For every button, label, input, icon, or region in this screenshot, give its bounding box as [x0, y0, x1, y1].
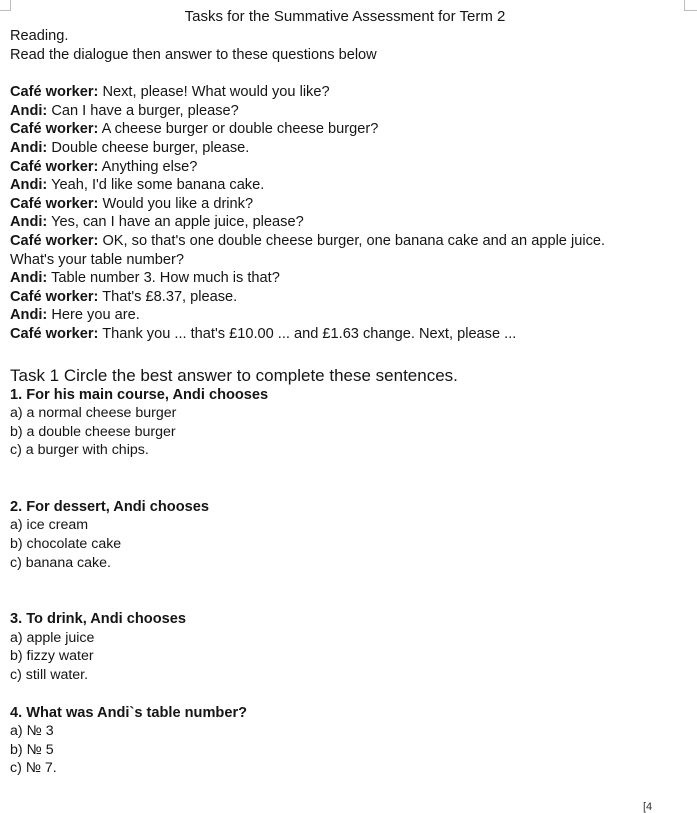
dialogue-text: Yes, can I have an apple juice, please? [47, 214, 304, 231]
answer-option: c) still water. [10, 667, 89, 684]
speaker-name: Café worker: [10, 195, 99, 212]
answer-option: c) № 7. [10, 760, 57, 777]
dialogue-line [10, 139, 690, 158]
dialogue-text: Anything else? [98, 158, 198, 175]
dialogue-text: Would you like a drink? [98, 195, 254, 212]
dialogue-line [10, 120, 690, 139]
dialogue-line [10, 158, 690, 177]
question-block [10, 386, 690, 460]
dialogue-line [10, 213, 690, 232]
question-block [10, 704, 690, 778]
dialogue-text: Can I have a burger, please? [47, 102, 239, 119]
dialogue-line [10, 195, 690, 214]
speaker-name: Café worker: [10, 84, 99, 101]
speaker-name: Café worker: [10, 232, 99, 249]
dialogue-line [10, 176, 690, 195]
dialogue-text: Yeah, I'd like some banana cake. [47, 177, 265, 194]
dialogue-line [10, 288, 690, 307]
speaker-name: Andi: [10, 307, 48, 324]
page-mark: [4 [643, 801, 653, 813]
dialogue-text: Next, please! What would you like? [98, 84, 330, 101]
speaker-name: Andi: [10, 270, 48, 287]
speaker-name: Andi: [10, 214, 48, 231]
speaker-name: Café worker: [10, 325, 99, 342]
dialogue-line [10, 269, 690, 288]
dialogue [10, 83, 690, 343]
answer-option: a) ice cream [10, 517, 89, 534]
section-label: Reading. [10, 28, 69, 44]
dialogue-line [10, 102, 690, 121]
question-text: 2. For dessert, Andi chooses [10, 498, 209, 515]
answer-option: c) a burger with chips. [10, 442, 149, 459]
dialogue-line [10, 83, 690, 102]
dialogue-text: That's £8.37, please. [98, 288, 238, 305]
dialogue-text: Thank you ... that's £10.00 ... and £1.63 change. Next, please ... [98, 325, 517, 342]
answer-option: c) banana cake. [10, 554, 111, 571]
speaker-name: Café worker: [10, 158, 99, 175]
instruction-text: Read the dialogue then answer to these questions below [10, 46, 377, 63]
answer-option: b) fizzy water [10, 648, 94, 665]
speaker-name: Andi: [10, 102, 48, 119]
speaker-name: Andi: [10, 139, 48, 156]
question-block [10, 498, 690, 572]
dialogue-text: Table number 3. How much is that? [47, 270, 280, 287]
dialogue-text: A cheese burger or double cheese burger? [98, 121, 379, 138]
dialogue-text: Here you are. [47, 307, 140, 324]
speaker-name: Café worker: [10, 288, 99, 305]
answer-option: b) № 5 [10, 741, 54, 758]
answer-option: a) apple juice [10, 629, 95, 646]
answer-option: b) a double cheese burger [10, 423, 176, 440]
document-body [10, 27, 690, 778]
answer-option: a) № 3 [10, 723, 54, 740]
document-title: Tasks for the Summative Assessment for Term 2 [184, 8, 506, 25]
dialogue-text: OK, so that's one double cheese burger, one banana cake and an apple juice. [98, 232, 606, 249]
dialogue-line [10, 251, 690, 270]
answer-option: a) a normal cheese burger [10, 405, 177, 422]
dialogue-text: What's your table number? [10, 251, 184, 268]
dialogue-line [10, 325, 690, 344]
dialogue-line [10, 232, 690, 251]
question-text: 3. To drink, Andi chooses [10, 611, 186, 628]
question-text: 4. What was Andi`s table number? [10, 704, 248, 721]
dialogue-text: Double cheese burger, please. [47, 139, 250, 156]
task-heading: Task 1 Circle the best answer to complete these sentences. [10, 365, 458, 385]
answer-option: b) chocolate cake [10, 536, 122, 553]
speaker-name: Andi: [10, 177, 48, 194]
speaker-name: Café worker: [10, 121, 99, 138]
dialogue-line [10, 306, 690, 325]
question-text: 1. For his main course, Andi chooses [10, 386, 269, 403]
question-block [10, 610, 690, 684]
